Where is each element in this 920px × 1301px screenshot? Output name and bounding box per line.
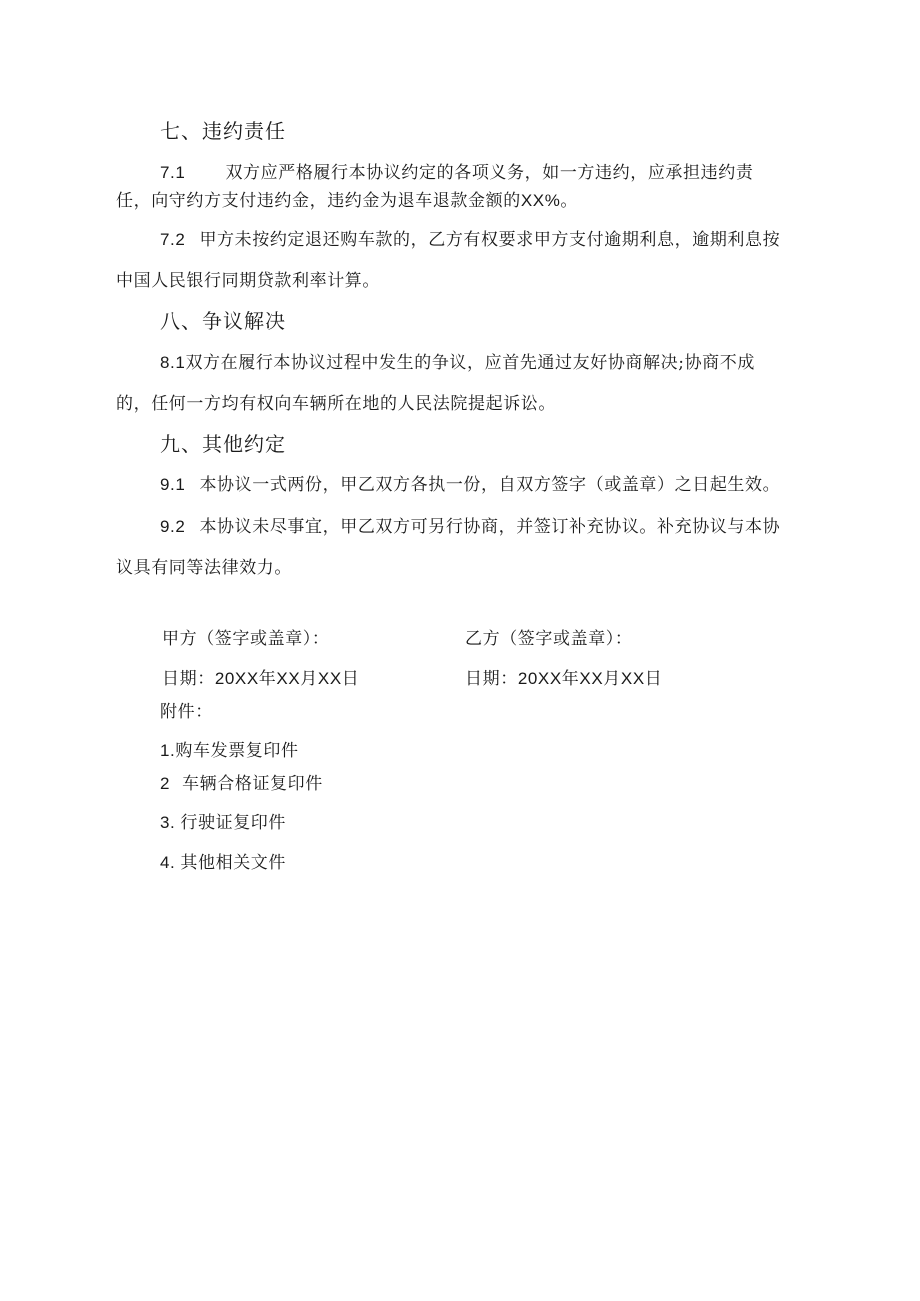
- attachment-item-text: 其他相关文件: [180, 853, 286, 873]
- party-a-date-line: [162, 664, 359, 689]
- clause-7-1-line-1: [160, 158, 753, 183]
- party-b-date-line: [465, 664, 662, 689]
- section-8-heading: 八、争议解决: [160, 309, 286, 333]
- attachment-item: [160, 736, 299, 761]
- section-7-heading: 七、违约责任: [160, 119, 286, 143]
- party-a-signature-label: 甲方（签字或盖章）：: [162, 629, 330, 649]
- clause-7-1-percentage: XX%: [520, 191, 561, 210]
- party-b-date-label: 日期：: [465, 669, 518, 689]
- party-b-signature-label: 乙方（签字或盖章）：: [465, 629, 633, 649]
- clause-7-1-text-line-1: 双方应严格履行本协议约定的各项义务，如一方违约，应承担违约责: [225, 163, 754, 183]
- clause-8-1-number: 8.1: [160, 353, 186, 372]
- party-a-date-label: 日期：: [162, 669, 215, 689]
- attachment-item: [160, 848, 286, 873]
- clause-7-2-text-line-1: 甲方未按约定退还购车款的，乙方有权要求甲方支付逾期利息，逾期利息按: [199, 230, 781, 250]
- attachment-item-number: 1.: [160, 741, 176, 760]
- clause-9-1-line-1: [160, 470, 780, 495]
- clause-7-2-line-2: 中国人民银行同期贷款利率计算。: [116, 271, 380, 291]
- attachment-item: [160, 769, 323, 794]
- clause-7-2-line-1: [160, 225, 780, 250]
- party-b-date-value: 20XX年XX月XX日: [517, 669, 663, 688]
- attachment-item-number: 3.: [160, 813, 176, 832]
- clause-7-2-number: 7.2: [160, 230, 186, 249]
- clause-9-2-line-2: 议具有同等法律效力。: [116, 558, 292, 578]
- clause-7-1-text-line-2: 任，向守约方支付违约金，违约金为退车退款金额的: [116, 191, 521, 211]
- party-a-date-value: 20XX年XX月XX日: [214, 669, 360, 688]
- clause-7-1-line-2: [116, 186, 578, 211]
- attachment-item-text: 车辆合格证复印件: [182, 774, 323, 794]
- attachment-item: [160, 808, 286, 833]
- clause-7-1-period: 。: [560, 191, 579, 211]
- section-9-heading: 九、其他约定: [160, 432, 286, 456]
- clause-8-1-line-1: [160, 348, 755, 373]
- attachment-item-number: 4.: [160, 853, 176, 872]
- clause-9-2-line-1: [160, 512, 780, 537]
- attachment-item-text: 购车发票复印件: [175, 741, 299, 761]
- clause-8-1-text-line-1: 双方在履行本协议过程中发生的争议，应首先通过友好协商解决;协商不成: [185, 353, 755, 373]
- clause-9-1-number: 9.1: [160, 475, 186, 494]
- attachment-item-text: 行驶证复印件: [180, 813, 286, 833]
- attachment-item-number: 2: [160, 774, 171, 793]
- clause-9-2-text-line-1: 本协议未尽事宜，甲乙双方可另行协商，并签订补充协议。补充协议与本协: [199, 517, 781, 537]
- clause-8-1-line-2: 的，任何一方均有权向车辆所在地的人民法院提起诉讼。: [116, 394, 556, 414]
- clause-9-2-number: 9.2: [160, 517, 186, 536]
- clause-9-1-text-line-1: 本协议一式两份，甲乙双方各执一份，自双方签字（或盖章）之日起生效。: [199, 475, 781, 495]
- clause-7-1-number: 7.1: [160, 163, 186, 182]
- attachments-heading: 附件：: [160, 702, 213, 722]
